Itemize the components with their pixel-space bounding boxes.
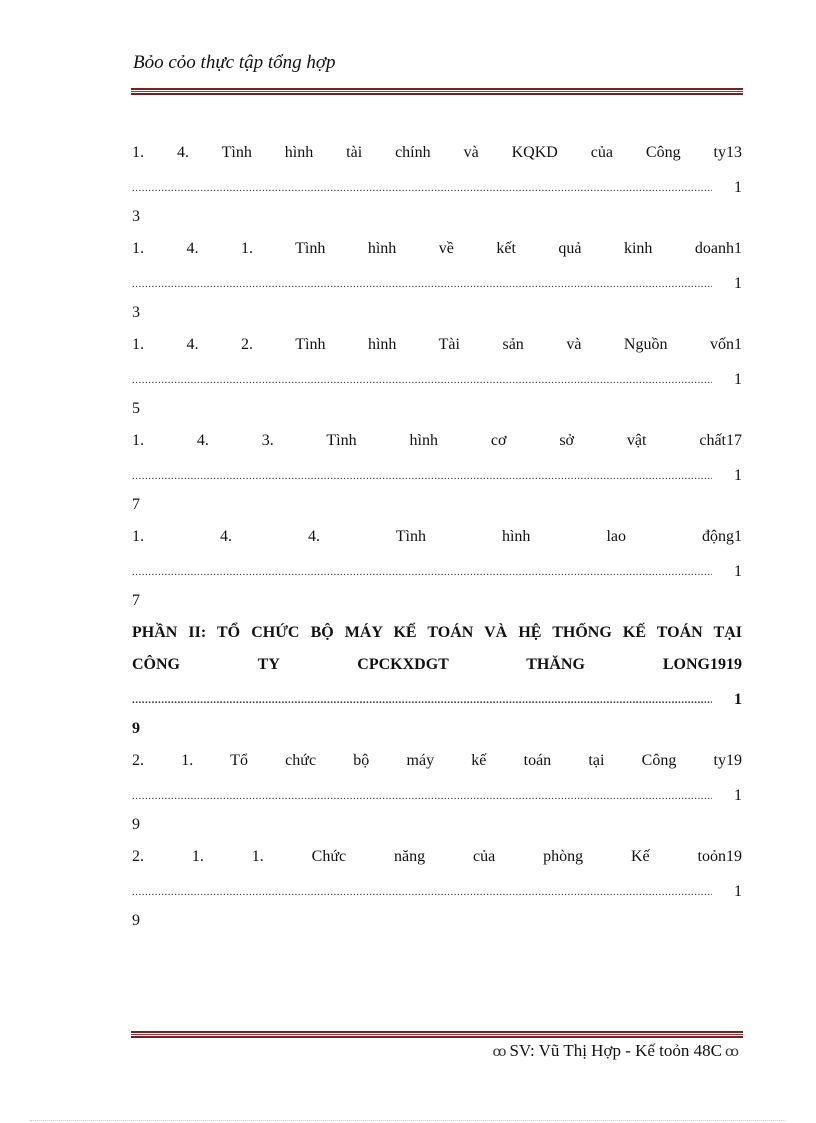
ornament-icon: ꝏ xyxy=(725,1045,739,1060)
toc-entry-title: 1. 4. 2. Tình hình Tài sản và Nguồn vốn1 xyxy=(132,336,742,353)
toc-entry-title: 1. 4. 3. Tình hình cơ sở vật chất17 xyxy=(132,432,742,449)
leader-dots xyxy=(132,367,712,393)
toc-entry[interactable] xyxy=(132,332,742,428)
toc-entry-title: 2. 1. 1. Chức năng của phòng Kế toỏn19 xyxy=(132,848,742,865)
toc-entry-title: 1. 4. Tình hình tài chính và KQKD của Công ty13 xyxy=(132,144,742,161)
toc-page-number-wrap: 5 xyxy=(132,400,140,417)
toc-page-number-wrap: 3 xyxy=(132,208,140,225)
toc-entry-part[interactable] xyxy=(132,620,742,748)
toc-part-title-line2: CÔNG TY CPCKXDGT THĂNG LONG1919 xyxy=(132,656,742,673)
toc-page-number-wrap: 9 xyxy=(132,816,140,833)
toc-entry[interactable] xyxy=(132,428,742,524)
toc-part-title: PHẦN II: TỔ CHỨC BỘ MÁY KẾ TOÁN VÀ HỆ THỐNG KẾ TOÁN TẠI xyxy=(132,624,742,641)
ornament-icon: ꝏ xyxy=(492,1045,507,1060)
toc-entry[interactable] xyxy=(132,844,742,940)
toc-entry-title: 1. 4. 4. Tình hình lao động1 xyxy=(132,528,742,545)
header-rule xyxy=(131,88,743,96)
leader-dots xyxy=(132,271,712,297)
toc-entry[interactable] xyxy=(132,524,742,620)
page-footer xyxy=(489,1041,742,1061)
toc-page-number: 1 xyxy=(734,467,742,484)
page-edge-divider xyxy=(30,1120,786,1121)
toc-page-number: 1 xyxy=(734,563,742,580)
leader-dots xyxy=(132,687,712,713)
toc-page-number: 1 xyxy=(734,883,742,900)
toc-entry[interactable] xyxy=(132,748,742,844)
header-title: Bỏo cỏo thực tập tổng hợp xyxy=(133,52,336,73)
toc-page-number-wrap: 7 xyxy=(132,496,140,513)
table-of-contents xyxy=(132,140,742,940)
leader-dots xyxy=(132,559,712,585)
toc-page-number-wrap: 9 xyxy=(132,912,140,929)
toc-page-number-wrap: 3 xyxy=(132,304,140,321)
footer-text: SV: Vũ Thị Hợp - Kế toỏn 48C xyxy=(509,1041,722,1060)
toc-page-number: 1 xyxy=(734,371,742,388)
footer-rule xyxy=(131,1031,743,1039)
leader-dots xyxy=(132,783,712,809)
toc-page-number-wrap: 7 xyxy=(132,592,140,609)
leader-dots xyxy=(132,175,712,201)
leader-dots xyxy=(132,879,712,905)
leader-dots xyxy=(132,463,712,489)
toc-page-number-wrap: 9 xyxy=(132,720,140,737)
toc-page-number: 1 xyxy=(734,179,742,196)
toc-page-number: 1 xyxy=(734,691,742,708)
toc-page-number: 1 xyxy=(734,787,742,804)
toc-page-number: 1 xyxy=(734,275,742,292)
toc-entry[interactable] xyxy=(132,140,742,236)
toc-entry[interactable] xyxy=(132,236,742,332)
toc-entry-title: 1. 4. 1. Tình hình về kết quả kinh doanh1 xyxy=(132,240,742,257)
toc-entry-title: 2. 1. Tổ chức bộ máy kế toán tại Công ty19 xyxy=(132,752,742,769)
